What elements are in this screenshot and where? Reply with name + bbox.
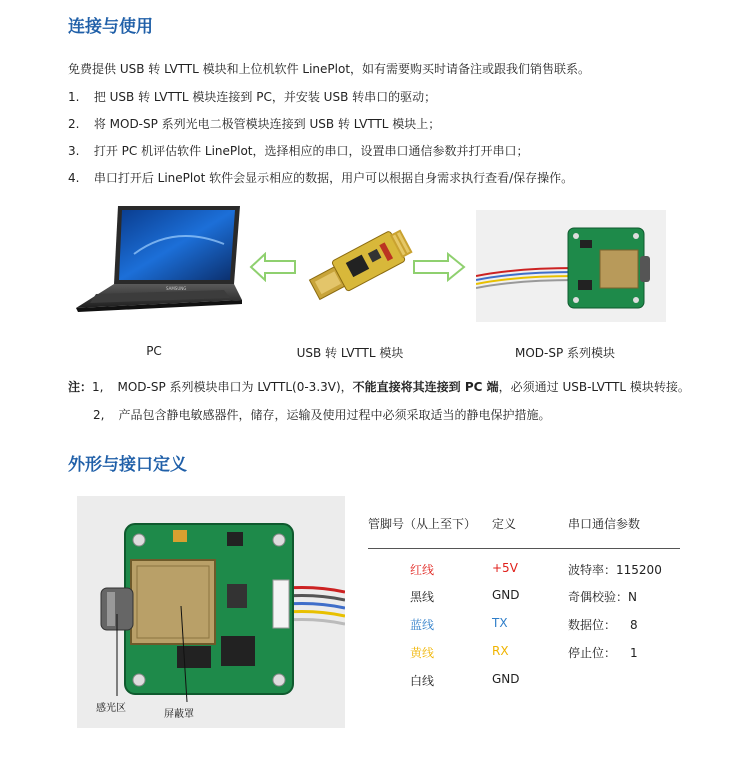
note-number: 2,: [93, 408, 105, 422]
table-row-def: RX: [492, 644, 509, 658]
note-2: [93, 406, 550, 423]
param-name: 数据位：: [568, 618, 617, 632]
step-number: 2.: [68, 117, 80, 131]
step-text: 把 USB 转 LVTTL 模块连接到 PC，并安装 USB 转串口的驱动；: [93, 90, 437, 104]
table-row-param: [568, 616, 638, 633]
table-row-def: +5V: [492, 561, 518, 575]
table-row-wire: 白线: [410, 674, 435, 688]
label-shield: 屏蔽罩: [164, 709, 194, 720]
param-value: 8: [630, 618, 638, 632]
param-value: 115200: [616, 563, 662, 577]
param-name: 波特率：: [568, 563, 617, 577]
svg-text:SAMSUNG: SAMSUNG: [166, 286, 187, 291]
step-1: [68, 88, 436, 105]
table-row-param: [568, 588, 637, 605]
arrow-left-icon: [249, 252, 297, 282]
caption-usb-module: USB 转 LVTTL 模块: [296, 346, 404, 360]
note-1-warning: 不能直接将其连接到 PC 端: [352, 380, 499, 394]
note-2-text: 产品包含静电敏感器件，储存，运输及使用过程中必须采取适当的静电保护措施。: [118, 408, 551, 422]
section-title-connection: 连接与使用: [68, 17, 153, 37]
note-1-text-a: MOD-SP 系列模块串口为 LVTTL(0-3.3V)，: [117, 380, 353, 394]
param-name: 停止位：: [568, 646, 617, 660]
caption-pc: PC: [146, 344, 162, 358]
param-value: 1: [630, 646, 638, 660]
note-label: 注：: [68, 380, 93, 394]
caption-mod-sp: MOD-SP 系列模块: [514, 346, 616, 360]
table-row-wire: 红线: [410, 563, 435, 577]
table-row-def: GND: [492, 588, 520, 602]
table-header-definition: 定义: [492, 517, 517, 531]
module-photo: [77, 496, 345, 728]
table-row-param: [568, 561, 662, 578]
table-row-def: TX: [492, 616, 508, 630]
table-row-param: [568, 644, 638, 661]
laptop-image: [74, 204, 244, 316]
step-4: [68, 169, 573, 186]
step-text: 打开 PC 机评估软件 LinePlot，选择相应的串口，设置串口通信参数并打开串口；: [93, 144, 529, 158]
step-number: 1.: [68, 90, 80, 104]
table-row-def: GND: [492, 672, 520, 686]
step-text: 将 MOD-SP 系列光电二极管模块连接到 USB 转 LVTTL 模块上；: [93, 117, 441, 131]
step-number: 4.: [68, 171, 80, 185]
table-row-wire: 黑线: [410, 590, 435, 604]
note-number: 1,: [92, 380, 104, 394]
step-number: 3.: [68, 144, 80, 158]
label-sensor-area: 感光区: [96, 703, 126, 714]
step-3: [68, 142, 529, 159]
section-title-interface: 外形与接口定义: [68, 455, 187, 475]
table-row-wire: 黄线: [410, 646, 435, 660]
step-2: [68, 115, 440, 132]
table-row-wire: 蓝线: [410, 618, 435, 632]
mod-sp-module-image: [476, 210, 666, 322]
intro-text: 免费提供 USB 转 LVTTL 模块和上位机软件 LinePlot，如有需要购买时请备注或跟我们销售联系。: [68, 62, 591, 76]
step-text: 串口打开后 LinePlot 软件会显示相应的数据，用户可以根据自身需求执行查看/保存操作。: [93, 171, 574, 185]
table-header-params: 串口通信参数: [568, 517, 641, 531]
param-name: 奇偶校验：: [568, 590, 629, 604]
table-divider: [368, 548, 680, 549]
arrow-right-icon: [412, 252, 466, 282]
usb-module-image: [302, 218, 420, 310]
table-header-pin: 管脚号（从上至下）: [368, 517, 477, 531]
note-1: [68, 378, 690, 395]
param-value: N: [628, 590, 637, 604]
note-1-text-b: ，必须通过 USB-LVTTL 模块转接。: [498, 380, 690, 394]
